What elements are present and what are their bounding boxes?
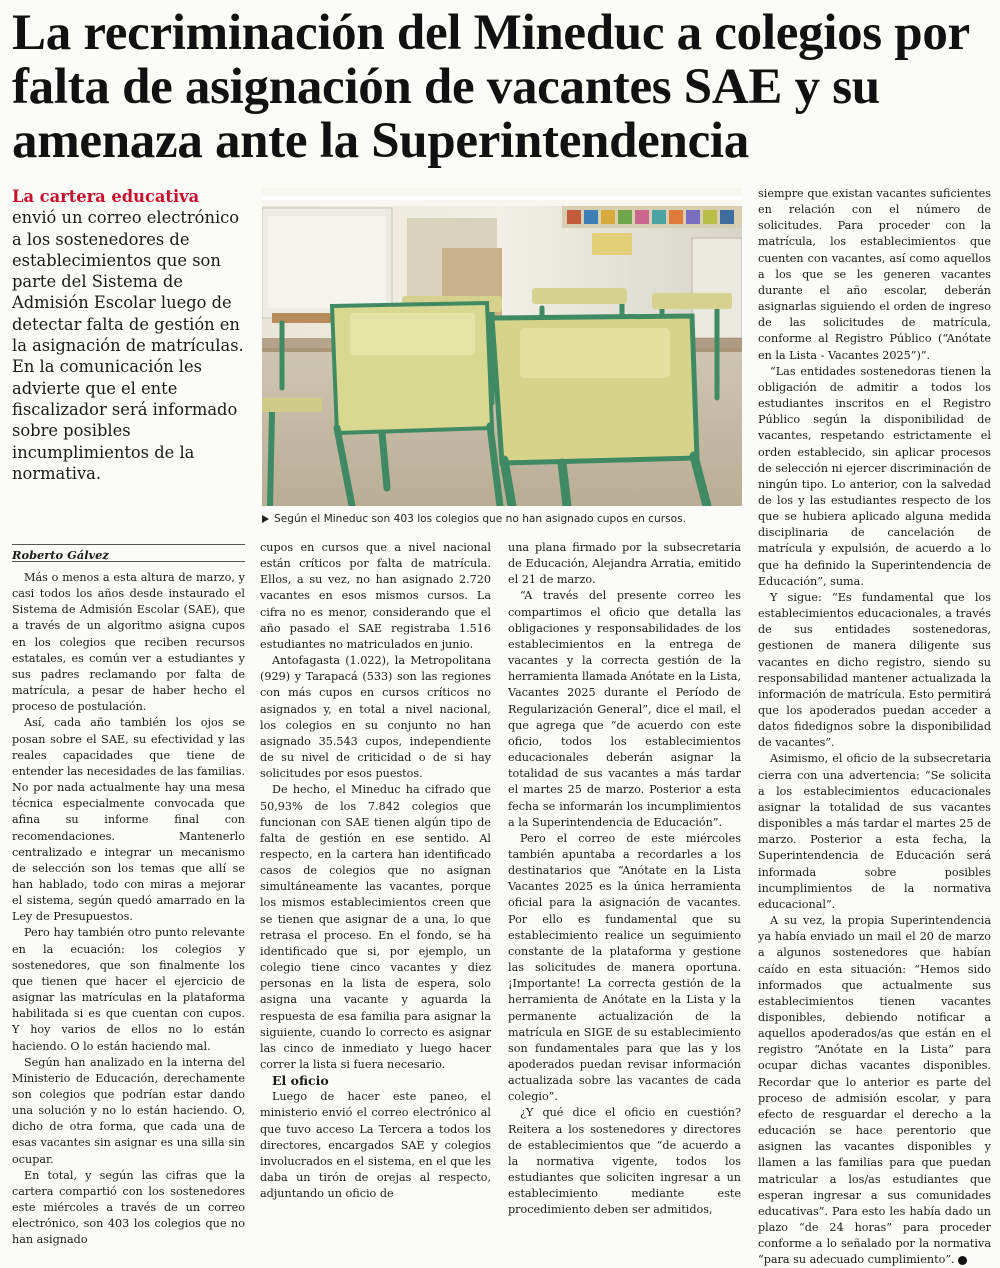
lead-paragraph [12,186,248,484]
column-2 [260,540,491,1202]
column-3 [508,540,741,1219]
byline-rule [12,561,245,562]
paragraph: “A través del presente correo les compartimos el oficio que detalla las obligaciones y responsabilidades de los establecimientos en la entrega de vacantes y la correcta gestión de la herramienta llamada Anótate en la Lista, Vacantes 2025 durante el Período de Regularización General”, dice el mail, el que agrega que “de acuerdo con este oficio, todos los establecimientos educacionales deberán asignar la totalidad de sus vacantes a más tardar el martes 25 de marzo. Posterior a esta fecha se informarán los incumplimientos a la Superintendencia de Educación”. [508,589,741,829]
paragraph-final [758,913,991,1268]
caption-text: Según el Mineduc son 403 los colegios que no han asignado cupos en cursos. [274,513,686,525]
byline: Roberto Gálvez [12,544,245,562]
photo-caption [262,512,742,526]
paragraph: Asimismo, el oficio de la subsecretaria cierra con una advertencia: “Se solicita a los establecimientos educacionales asignar la totalidad de sus vacantes disponibles a más tardar el martes 25 de marzo. Posterior a esta fecha, la Superintendencia de Educación será informada sobre posibles incumplimientos de la normativa educacional”. [758,752,991,911]
column-1 [12,570,245,1249]
paragraph: Pero hay también otro punto relevante en la ecuación: los colegios y sostenedores, que son finalmente los que tienen que hacer el ejercicio de asignar las matrículas en la plataforma habilitada si es que cuentan con cupos. Y hoy varios de ellos no lo están haciendo. O lo están haciendo mal. [12,926,245,1053]
classroom-photo [262,188,742,506]
end-mark-icon [958,1256,967,1265]
column-4 [758,186,991,1268]
paragraph: cupos en cursos que a nivel nacional están críticos por falta de matrícula. Ellos, a su vez, no han asignado 2.720 vacantes en esos mismos cursos. La cifra no es menor, considerando que el año pasado el SAE registraba 1.516 estudiantes no matriculados en junio. [260,541,491,651]
paragraph: Según han analizado en la interna del Ministerio de Educación, derechamente son colegios que podrían estar dando una solución y no lo están haciendo. O, dicho de otra forma, que cada una de esas vacantes sin asignar es una silla sin ocupar. [12,1055,245,1166]
paragraph: siempre que existan vacantes suficientes en relación con el número de solicitudes. Para proceder con la matrícula, los establecimientos que cuenten con vacantes, así como aquellos a los que se les generen vacantes durante el año escolar, deberán asignarlas siguiendo el orden de ingreso de las solicitudes de matrícula, conforme al Registro Público (“Anótate en la Lista - Vacantes 2025”)”. [758,187,991,362]
lead-text: envió un correo electrónico a los sostenedores de establecimientos que son parte del Sistema de Admisión Escolar luego de detectar falta de gestión en la asignación de matrículas. En la comunicación les advierte que el ente fiscalizador será informado sobre posibles incumplimientos de la normativa. [12,208,244,483]
paragraph: “Las entidades sostenedoras tienen la obligación de admitir a todos los estudiantes inscritos en el Registro Público según la disponibilidad de vacantes, respetando estrictamente el orden establecido, sin aplicar procesos de selección ni ejercer discriminación de ningún tipo. Lo anterior, con la salvedad de los y las estudiantes respecto de los que se hubiera aplicado alguna medida disciplinaria de cancelación de matrícula y expulsión, de acuerdo a lo que ha definido la Superintendencia de Educación”, suma. [758,364,991,588]
lead-kicker: La cartera educativa [12,187,200,206]
paragraph: En total, y según las cifras que la cartera compartió con los sostenedores este miércoles a través de un correo electrónico, son 403 los colegios que no han asignado [12,1168,245,1247]
paragraph: Pero el correo de este miércoles también apuntaba a recordarles a los destinatarios que “Anótate en la Lista Vacantes 2025 es la única herramienta oficial para la asignación de vacantes. Por ello es fundamental que su establecimiento realice un seguimiento constante de la plataforma y gestione las solicitudes de manera oportuna. ¡Importante! La correcta gestión de la herramienta de Anótate en la Lista y la permanente actualización de la matrícula en SIGE de su establecimiento son fundamentales para que las y los apoderados puedan revisar información actualizada sobre las vacantes de cada colegio”. [508,831,741,1104]
paragraph-text: A su vez, la propia Superintendencia ya había enviado un mail el 20 de marzo a algunos sostenedores que habían caído en esta situación: “Hemos sido informados que actualmente sus establecimientos tienen vacantes disponibles, debiendo notificar a aquellos apoderados/as que están en el registro “Anótate en la Lista” para ocupar dichas vacantes disponibles. Recordar que lo anterior es parte del proceso de admisión escolar, y para efecto de resguardar el derecho a la educación se hace perentorio que asignen las vacantes disponibles y llamen a las familias para que puedan matricular a los/as estudiantes que esperan ingresar a sus comunidades educativas”. Para esto les había dado un plazo “de 24 horas” para proceder conforme a lo señalado por la normativa “para su adecuado cumplimiento”. [758,914,991,1267]
paragraph: Más o menos a esta altura de marzo, y casi todos los años desde instaurado el Sistema de Admisión Escolar (SAE), que a través de un algoritmo asigna cupos en los colegios que reciben recursos estatales, es común ver a estudiantes y sus padres reclamando por falta de matrícula, a pesar de haber hecho el proceso de postulación. [12,571,245,714]
caption-triangle-icon [262,515,269,523]
paragraph: De hecho, el Mineduc ha cifrado que 50,93% de los 7.842 colegios que funcionan con SAE tienen algún tipo de falta de gestión en ese sentido. Al respecto, en la cartera han identificado casos de colegios que no asignan simultáneamente las vacantes, porque los mismos establecimientos creen que se tienen que asignar de a una, lo que retrasa el proceso. En el fondo, se ha identificado que si, por ejemplo, un colegio tiene cinco vacantes y diez personas en la lista de espera, solo asigna una vacante y aguarda la respuesta de esa familia para asignar la siguiente, cuando lo correcto es asignar las cinco de inmediato y luego hacer correr la lista si fuera necesario. [260,783,491,1071]
paragraph: Así, cada año también los ojos se posan sobre el SAE, su efectividad y las reales capacidades que tiene de entender las necesidades de las familias. No por nada actualmente hay una mesa técnica especialmente convocada que afina su informe final con recomendaciones. Mantenerlo centralizado e integrar un mecanismo de selección son los temas que allí se han hablado, todo con miras a mejorar el sistema, según quedó amarrado en la Ley de Presupuestos. [12,716,245,924]
paragraph: Y sigue: “Es fundamental que los establecimientos educacionales, a través de sus entidades sostenedoras, gestionen de manera diligente sus vacantes en dicho registro, siendo su responsabilidad mantener actualizada la información de matrícula. Esto permitirá que los apoderados puedan acceder a datos fidedignos sobre la disponibilidad de vacantes”. [758,590,991,750]
paragraph: Antofagasta (1.022), la Metropolitana (929) y Tarapacá (533) son las regiones con más cupos en cursos críticos no asignados y, en total a nivel nacional, los colegios en su conjunto no han asignado 35.543 cupos, independiente de su nivel de criticidad o de si hay solicitudes por esos puestos. [260,654,491,781]
paragraph: Luego de hacer este paneo, el ministerio envió el correo electrónico al que tuvo acceso La Tercera a todos los directores, encargados SAE y colegios involucrados en el sistema, en el que les daba un tirón de orejas al respecto, adjuntando un oficio de [260,1090,491,1201]
paragraph: ¿Y qué dice el oficio en cuestión? Reitera a los sostenedores y directores de establecimientos que “de acuerdo a la normativa vigente, todos los estudiantes que soliciten ingresar a un establecimiento mediante este procedimiento deben ser admitidos, [508,1106,741,1217]
section-subhead: El oficio [272,1073,329,1089]
headline: La recriminación del Mineduc a colegios por falta de asignación de vacantes SAE y su amenaza ante la Superintendencia [12,5,969,169]
paragraph: una plana firmado por la subsecretaria de Educación, Alejandra Arratia, emitido el 21 de marzo. [508,541,741,587]
